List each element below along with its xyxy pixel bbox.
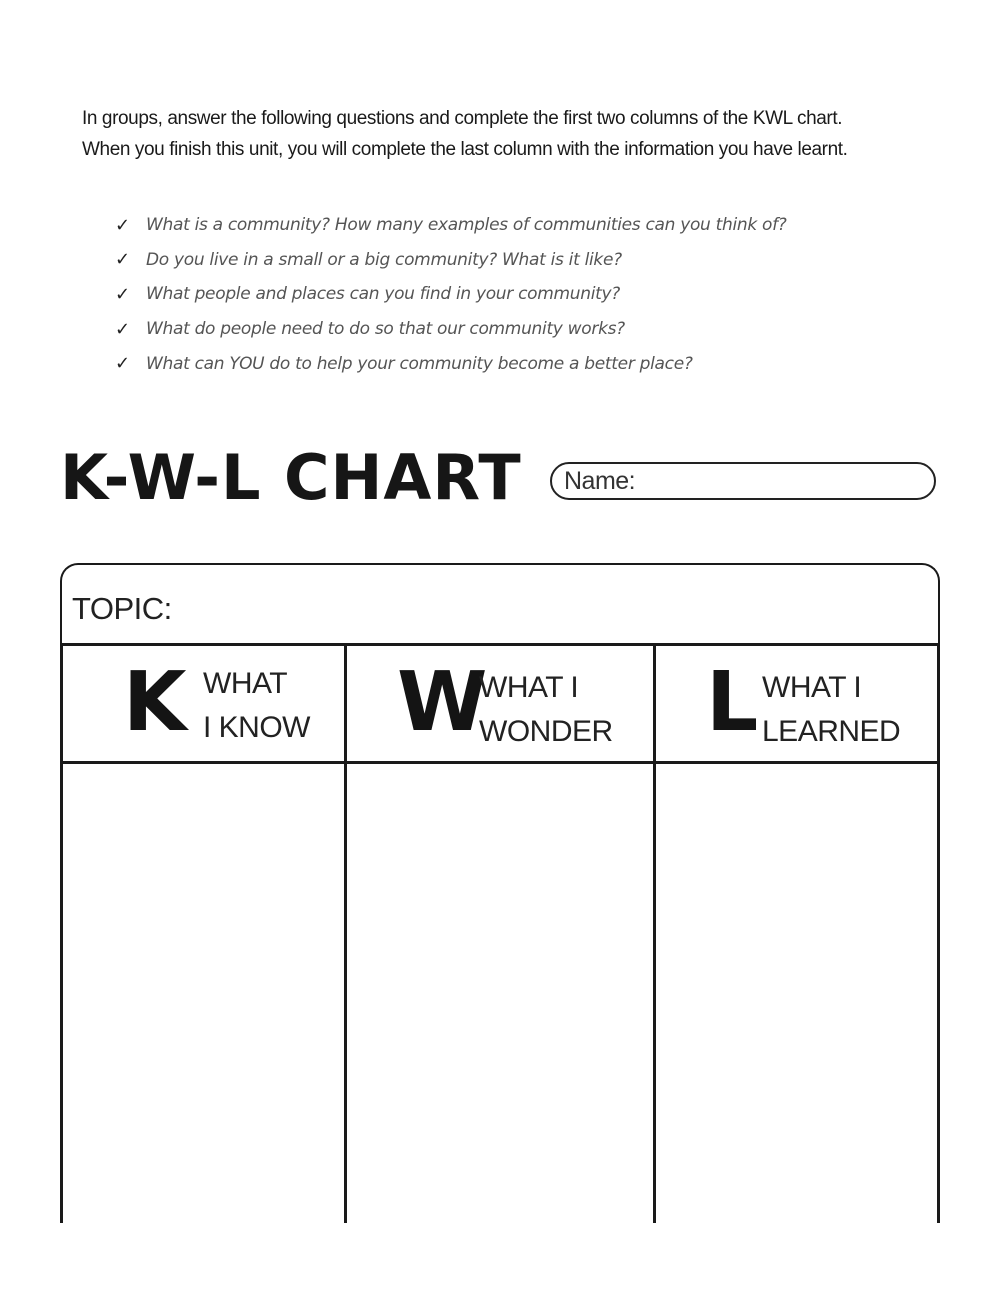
column-title-wonder xyxy=(479,666,613,754)
question-item xyxy=(115,277,787,312)
kwl-chart-title: K-W-L CHART xyxy=(60,441,522,514)
column-header-learned xyxy=(656,648,937,761)
column-letter-w: W xyxy=(397,655,488,750)
column-title-line: I KNOW xyxy=(203,711,310,744)
column-header-know xyxy=(63,648,344,761)
topic-label: TOPIC: xyxy=(72,591,172,626)
check-mark-icon: ✓ xyxy=(115,249,130,271)
question-item xyxy=(115,312,787,347)
check-mark-icon: ✓ xyxy=(115,214,130,236)
column-title-know xyxy=(203,662,310,750)
question-item xyxy=(115,346,787,381)
instructions-text: In groups, answer the following questions and complete the first two columns of the KWL chart. When you finish this unit, you will complete the last column with the information you have learnt. xyxy=(82,108,848,160)
kwl-table xyxy=(60,563,940,1223)
column-letter-k: K xyxy=(123,655,187,750)
name-label: Name: xyxy=(564,466,636,495)
question-item xyxy=(115,208,787,243)
column-title-line: WONDER xyxy=(479,715,613,748)
check-mark-icon: ✓ xyxy=(115,283,130,305)
question-text: What can YOU do to help your community become a better place? xyxy=(146,353,693,374)
question-text: What is a community? How many examples of communities can you think of? xyxy=(146,215,787,236)
question-list xyxy=(115,208,787,381)
column-letter-l: L xyxy=(706,655,759,750)
question-item xyxy=(115,243,787,278)
know-answer-area[interactable] xyxy=(63,764,344,1223)
topic-divider xyxy=(60,643,940,646)
check-mark-icon: ✓ xyxy=(115,353,130,375)
check-mark-icon: ✓ xyxy=(115,318,130,340)
column-title-learned xyxy=(762,666,900,754)
question-text: What people and places can you find in your community? xyxy=(146,284,620,305)
column-title-line: WHAT xyxy=(203,667,288,700)
wonder-answer-area[interactable] xyxy=(347,764,653,1223)
question-text: Do you live in a small or a big community? What is it like? xyxy=(146,249,622,270)
question-text: What do people need to do so that our community works? xyxy=(146,319,625,340)
column-title-line: WHAT I xyxy=(479,671,579,704)
column-header-wonder xyxy=(347,648,653,761)
topic-field[interactable] xyxy=(60,563,940,645)
column-title-line: LEARNED xyxy=(762,715,901,748)
column-title-line: WHAT I xyxy=(762,671,862,704)
right-border xyxy=(937,645,940,1223)
name-field[interactable] xyxy=(550,462,936,500)
learned-answer-area[interactable] xyxy=(656,764,937,1223)
